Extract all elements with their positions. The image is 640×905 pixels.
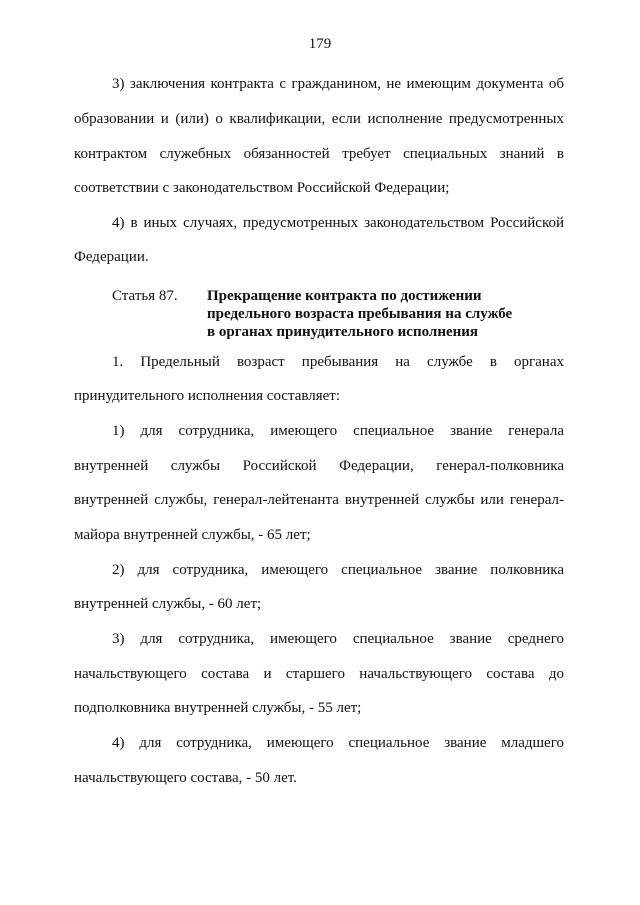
paragraph-line: начальствующего состава и старшего начальствующего состава до [74, 666, 564, 682]
article-title-line: Прекращение контракта по достижении [207, 288, 482, 304]
paragraph-line: 1. Предельный возраст пребывания на службе в органах [112, 354, 564, 370]
paragraph-line: внутренней службы, генерал-лейтенанта внутренней службы или генерал- [74, 492, 564, 508]
article-title-line: в органах принудительного исполнения [207, 324, 479, 340]
paragraph-line: соответствии с законодательством Российской Федерации; [74, 180, 450, 196]
paragraph-line: внутренней службы, - 60 лет; [74, 596, 262, 612]
paragraph-line: майора внутренней службы, - 65 лет; [74, 527, 311, 543]
paragraph-line: подполковника внутренней службы, - 55 лет; [74, 700, 362, 716]
paragraph-line: образовании и (или) о квалификации, если исполнение предусмотренных [74, 111, 564, 127]
page-number: 179 [308, 36, 332, 52]
paragraph-line: 4) в иных случаях, предусмотренных законодательством Российской [112, 215, 564, 231]
article-title [207, 287, 527, 341]
paragraph-line: начальствующего состава, - 50 лет. [74, 770, 297, 786]
paragraph-line: контрактом служебных обязанностей требует специальных знаний в [74, 146, 564, 162]
article-title-line: предельного возраста пребывания на службе [207, 306, 513, 322]
paragraph-line: внутренней службы Российской Федерации, генерал-полковника [74, 458, 564, 474]
paragraph-line: 1) для сотрудника, имеющего специальное звание генерала [112, 423, 564, 439]
paragraph-line: 4) для сотрудника, имеющего специальное звание младшего [112, 735, 564, 751]
paragraph-line: 3) для сотрудника, имеющего специальное звание среднего [112, 631, 564, 647]
paragraph-line: 3) заключения контракта с гражданином, не имеющим документа об [112, 76, 564, 92]
paragraph-line: Федерации. [74, 249, 149, 265]
paragraph-line: принудительного исполнения составляет: [74, 388, 341, 404]
paragraph-line: 2) для сотрудника, имеющего специальное звание полковника [112, 562, 564, 578]
article-number: Статья 87. [112, 288, 178, 304]
